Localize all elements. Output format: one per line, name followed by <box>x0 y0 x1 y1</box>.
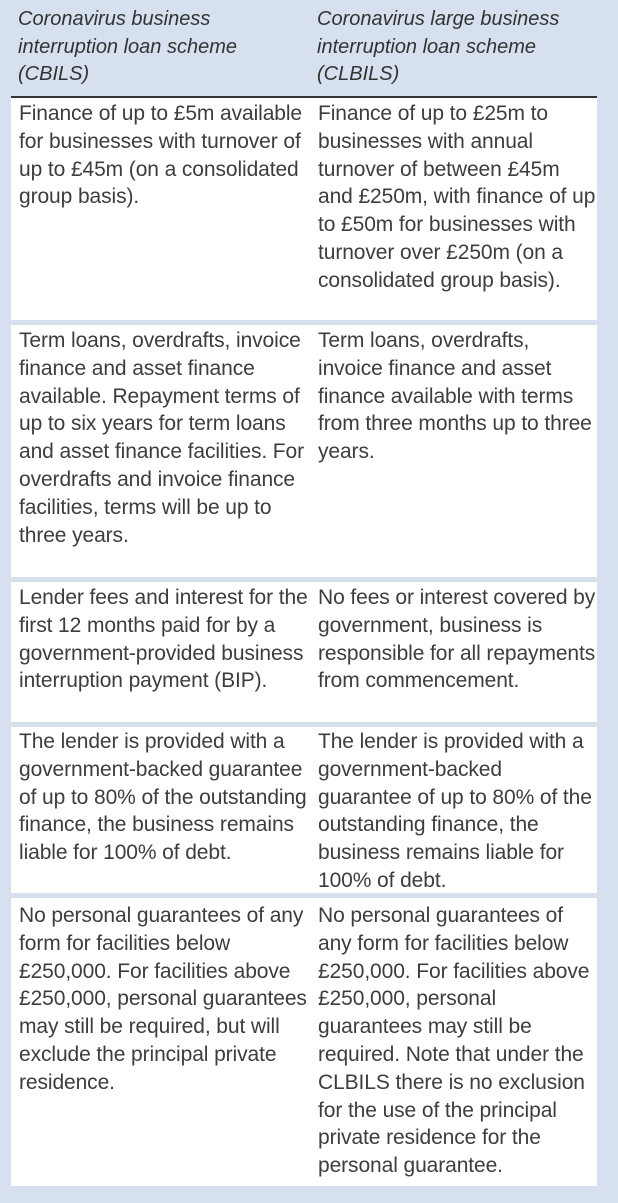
cell-cbils: Lender fees and interest for the first 12 months paid for by a government-provided business interruption payment (BIP). <box>19 586 308 693</box>
row-divider <box>11 893 597 898</box>
cell-clbils: Term loans, overdrafts, invoice finance and asset finance available with terms from three months up to three years. <box>318 329 592 464</box>
cell-cbils: The lender is provided with a government-backed guarantee of up to 80% of the outstanding finance, the business remains liable for 100% of debt. <box>19 730 307 865</box>
table-row <box>11 584 597 722</box>
cell-clbils: Finance of up to £25m to businesses with annual turnover of between £45m and £250m, with finance of up to £50m for businesses with turnover over £250m (on a consolidated group basis). <box>318 102 596 292</box>
cell-clbils: The lender is provided with a government-backed guarantee of up to 80% of the outstanding finance, the business remains liable for 100% of debt. <box>318 730 592 892</box>
cell-clbils: No fees or interest covered by government, business is responsible for all repayments from commencement. <box>318 586 596 693</box>
cell-cbils: Term loans, overdrafts, invoice finance and asset finance available. Repayment terms of up to six years for term loans and asset finance facilities. For overdrafts and invoice finance facilities, terms will be up to three years. <box>19 329 305 547</box>
table-header <box>11 0 597 98</box>
cell-cbils: No personal guarantees of any form for facilities below £250,000. For facilities above £250,000, personal guarantees may still be required, but will exclude the principal private residence. <box>19 904 307 1094</box>
cell-cbils: Finance of up to £5m available for businesses with turnover of up to £45m (on a consolidated group basis). <box>19 102 303 209</box>
row-divider <box>11 320 597 325</box>
row-divider <box>11 722 597 727</box>
comparison-table <box>11 0 597 1186</box>
header-clbils: Coronavirus large business interruption loan scheme (CLBILS) <box>317 8 560 85</box>
table-row <box>11 728 597 892</box>
table-row <box>11 327 597 577</box>
header-cbils: Coronavirus business interruption loan scheme (CBILS) <box>18 8 238 85</box>
row-divider <box>11 577 597 582</box>
table-row <box>11 902 597 1186</box>
table-row <box>11 99 597 319</box>
cell-clbils: No personal guarantees of any form for facilities below £250,000. For facilities above £250,000, personal guarantees may still be required. Note that under the CLBILS there is no exclusion for the use of the principal private residence for the personal guarantee. <box>318 904 590 1178</box>
